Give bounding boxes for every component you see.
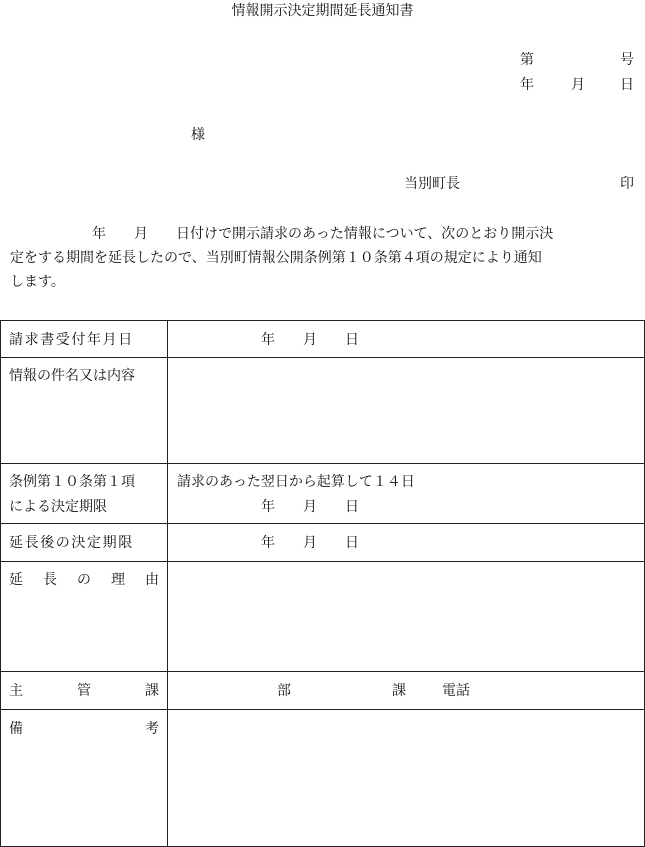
date-month: 月 <box>571 77 585 93</box>
body-line-2: 定をする期間を延長したので、当別町情報公開条例第１０条第４項の規定により通知 <box>10 250 542 266</box>
row-label-receipt-date: 請求書受付年月日 <box>9 332 134 348</box>
row-label-extended-deadline: 延長後の決定期限 <box>9 535 134 551</box>
row-divider <box>1 523 644 524</box>
row-label-reason <box>9 572 159 588</box>
row-label-subject: 情報の件名又は内容 <box>9 368 135 384</box>
row-value-deadline-line1: 請求のあった翌日から起算して１４日 <box>177 474 415 490</box>
body-paragraph <box>10 222 635 294</box>
row-value-ka: 課 <box>392 683 406 699</box>
body-line-3: します。 <box>10 274 65 290</box>
sender-name: 当別町長 <box>404 176 460 192</box>
date-year: 年 <box>520 77 534 93</box>
number-go: 号 <box>620 52 634 68</box>
body-line-1: 年 月 日付けで開示請求のあった情報について、次のとおり開示決 <box>92 226 554 242</box>
reason-char: 長 <box>43 572 57 588</box>
row-divider <box>1 463 644 464</box>
reason-char: 由 <box>145 572 159 588</box>
row-divider <box>1 561 644 562</box>
row-divider <box>1 357 644 358</box>
reason-char: の <box>77 572 91 588</box>
row-label-department <box>9 683 159 699</box>
department-char: 課 <box>145 683 159 699</box>
remarks-char: 考 <box>145 721 159 737</box>
date-day: 日 <box>620 77 634 93</box>
addressee-suffix: 様 <box>191 127 205 143</box>
row-label-deadline-line2: による決定期限 <box>9 499 107 515</box>
row-value-deadline-line2: 年 月 日 <box>261 499 359 515</box>
department-char: 主 <box>9 683 23 699</box>
document-title: 情報開示決定期間延長通知書 <box>231 3 414 19</box>
row-divider <box>1 671 644 672</box>
remarks-char: 備 <box>9 721 23 737</box>
column-divider <box>167 321 168 846</box>
row-value-extended-deadline: 年 月 日 <box>261 535 359 551</box>
sender-seal: 印 <box>620 176 634 192</box>
department-char: 管 <box>77 683 91 699</box>
number-dai: 第 <box>520 52 534 68</box>
row-value-receipt-date: 年 月 日 <box>261 332 359 348</box>
row-label-deadline-line1: 条例第１０条第１項 <box>9 474 135 490</box>
reason-char: 延 <box>9 572 23 588</box>
notice-table <box>0 320 645 847</box>
row-value-tel: 電話 <box>442 683 470 699</box>
row-value-bu: 部 <box>277 683 291 699</box>
row-label-remarks <box>9 721 159 737</box>
row-divider <box>1 709 644 710</box>
reason-char: 理 <box>111 572 125 588</box>
